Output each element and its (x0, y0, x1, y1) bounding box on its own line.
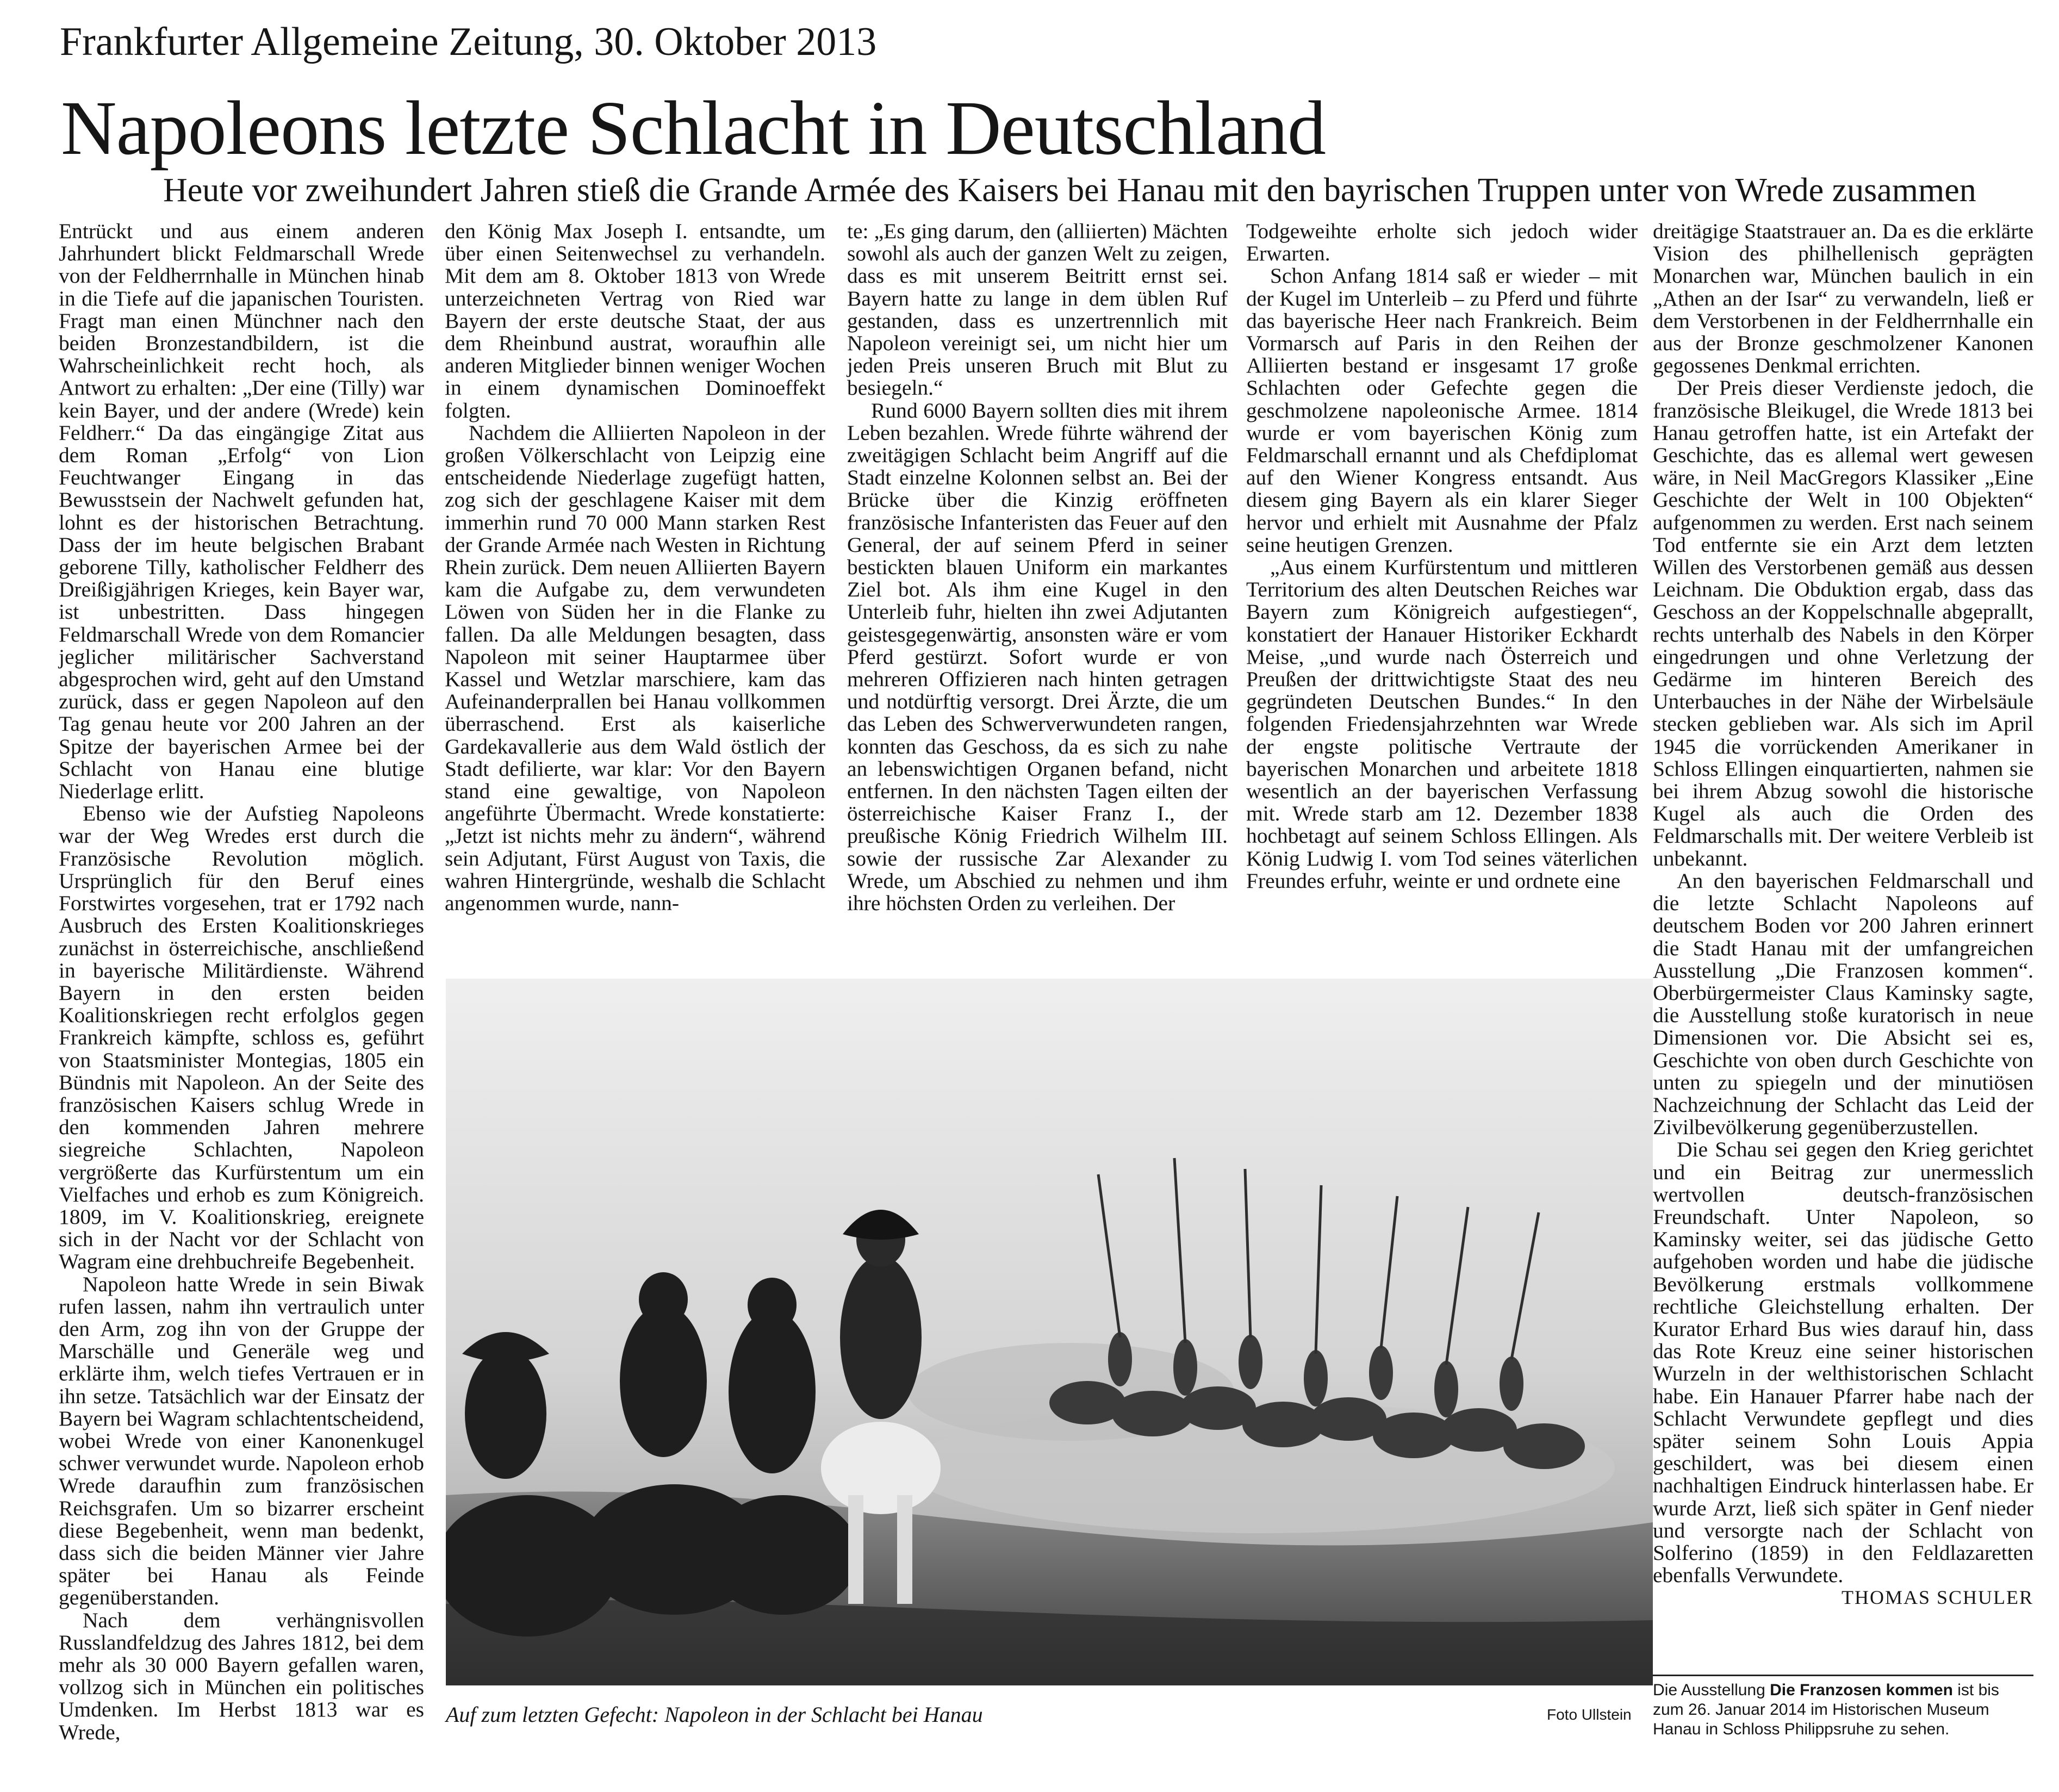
info-suffix: ist bis zum 26. Januar 2014 im Historischen Museum Hanau in Schloss Philippsruhe zu sehen. (1653, 1681, 1999, 1738)
article-column-1 (59, 220, 424, 1786)
paragraph: te: „Es ging darum, den (alliierten) Mächten sowohl als auch der ganzen Welt zu zeigen, dass es mit unserem Beitritt ernst sei. Bayern hatte zu lange in dem üblen Ruf gestanden, dass es unzertrennlich mit Napoleon vereinigt sei, um nicht hier um jeden Preis unseren Bruch mit Blut zu besiegeln.“ (847, 219, 1228, 400)
article-column-3 (847, 220, 1228, 970)
article-column-2 (445, 220, 825, 970)
battle-painting-image (446, 979, 1653, 1685)
exhibition-title: Die Franzosen kommen (1770, 1681, 1953, 1699)
paragraph: An den bayerischen Feldmarschall und die letzte Schlacht Napoleons auf deutschem Boden vor 200 Jahren erinnert die Stadt Hanau mit der umfangreichen Ausstellung „Die Franzosen kommen“. Oberbürgermeister Claus Kaminsky sagte, die Ausstellung stoße kuratorisch in neue Dimensionen vor. Die Absicht sei es, Geschichte von oben durch Geschichte von unten zu spiegeln und der minutiösen Nachzeichnung der Schlacht das Leid der Zivilbevölkerung gegenüberzustellen. (1653, 868, 2033, 1140)
exhibition-info-box (1653, 1675, 2033, 1739)
newspaper-source: Frankfurter Allgemeine Zeitung, 30. Oktober 2013 (60, 20, 877, 64)
paragraph: Der Preis dieser Verdienste jedoch, die französische Bleikugel, die Wrede 1813 bei Hanau getroffen hatte, ist ein Artefakt der Geschichte, das es allemal wert gewesen wäre, in Neil MacGregors Klassiker „Eine Geschichte der Welt in 100 Objekten“ aufgenommen zu werden. Erst nach seinem Tod entfernte sie ein Arzt dem letzten Willen des Verstorbenen gemäß aus dessen Leichnam. Die Obduktion ergab, dass das Geschoss an der Koppelschnalle abgeprallt, rechts unterhalb des Nabels in den Körper eingedrungen und ohne Verletzung der Gedärme im hinteren Bereich des Unterbauches in der Nähe der Wirbelsäule stecken geblieben war. Als sich im April 1945 die vorrückenden Amerikaner in Schloss Ellingen einquartierten, nahmen sie bei ihrem Abzug sowohl die historische Kugel als auch die Orden des Feldmarschalls mit. Der weitere Verbleib ist unbekannt. (1653, 376, 2033, 870)
article-column-5 (1653, 220, 2033, 1656)
author-byline: THOMAS SCHULER (1841, 1586, 2033, 1609)
paragraph: dreitägige Staatstrauer an. Da es die erklärte Vision des philhellenisch geprägten Monarchen war, München baulich in ein „Athen an der Isar“ zu verwandeln, ließ er dem Verstorbenen in der Feldherrnhalle ein aus der Bronze geschmolzener Kanonen gegossenes Denkmal errichten. (1653, 219, 2033, 378)
paragraph: Schon Anfang 1814 saß er wieder – mit der Kugel im Unterleib – zu Pferd und führte das bayerische Heer nach Frankreich. Beim Vormarsch auf Paris in den Reihen der Alliierten bestand er insgesamt 17 große Schlachten oder Gefechte gegen die geschmolzene napoleonische Armee. 1814 wurde er vom bayerischen König zum Feldmarschall ernannt und als Chefdiplomat auf den Wiener Kongress entsandt. Aus diesem ging Bayern als ein klarer Sieger hervor und erhielt mit Ausnahme der Pfalz seine heutigen Grenzen. (1246, 264, 1638, 557)
paragraph: Ebenso wie der Aufstieg Napoleons war der Weg Wredes erst durch die Französische Revolution möglich. Ursprünglich für den Beruf eines Forstwirtes vorgesehen, trat er 1792 nach Ausbruch des Ersten Koalitionskrieges zunächst in österreichische, anschließend in bayerische Militärdienste. Während Bayern in den ersten beiden Koalitionskriegen recht erfolglos gegen Frankreich kämpfte, schloss es, geführt von Staatsminister Montegias, 1805 ein Bündnis mit Napoleon. An der Seite des französischen Kaisers schlug Wrede in den kommenden Jahren mehrere siegreiche Schlachten, Napoleon vergrößerte das Kurfürstentum um ein Vielfaches und erhob es zum Königreich. 1809, im V. Koalitionskrieg, ereignete sich in der Nacht vor der Schlacht von Wagram eine drehbuchreife Begebenheit. (59, 801, 424, 1274)
paragraph: Napoleon hatte Wrede in sein Biwak rufen lassen, nahm ihn vertraulich unter den Arm, zog ihn von der Gruppe der Marschälle und Generäle weg und erklärte ihm, welch tiefes Vertrauen er in ihn setze. Tatsächlich war der Einsatz der Bayern bei Wagram schlachtentscheidend, wobei Wrede von einer Kanonenkugel schwer verwundet wurde. Napoleon erhob Wrede daraufhin zum französischen Reichsgrafen. Um so bizarrer erscheint diese Begebenheit, wenn man bedenkt, dass sich die beiden Männer vier Jahre später bei Hanau als Feinde gegenüberstanden. (59, 1272, 424, 1610)
paragraph: Nachdem die Alliierten Napoleon in der großen Völkerschlacht von Leipzig eine entscheidende Niederlage zugefügt hatten, zog sich der geschlagene Kaiser mit dem immerhin rund 70 000 Mann starken Rest der Grande Armée nach Westen in Richtung Rhein zurück. Dem neuen Alliierten Bayern kam die Aufgabe zu, dem verwundeten Löwen von Süden her in die Flanke zu fallen. Da alle Meldungen besagten, dass Napoleon mit seiner Hauptarmee über Kassel und Wetzlar marschiere, kam das Aufeinanderprallen bei Hanau vollkommen überraschend. Erst als kaiserliche Gardekavallerie aus dem Wald östlich der Stadt defilierte, war klar: Vor den Bayern stand eine gewaltige, von Napoleon angeführte Übermacht. Wrede konstatierte: „Jetzt ist nichts mehr zu ändern“, während sein Adjutant, Fürst August von Taxis, die wahren Hintergründe, weshalb die Schlacht angenommen wurde, nann- (445, 420, 825, 916)
paragraph: Die Schau sei gegen den Krieg gerichtet und ein Beitrag zur unermesslich wertvollen deutsch-französischen Freundschaft. Unter Napoleon, so Kaminsky weiter, sei das jüdische Getto aufgehoben worden und habe die jüdische Bevölkerung erstmals vollkommene rechtliche Gleichstellung erhalten. Der Kurator Erhard Bus wies darauf hin, dass das Rote Kreuz eine seiner historischen Wurzeln in der welthistorischen Schlacht habe. Ein Hanauer Pfarrer habe nach der Schlacht Verwundete gepflegt und dies später seinem Sohn Louis Appia geschildert, was bei diesem einen nachhaltigen Eindruck hinterlassen habe. Er wurde Arzt, ließ sich später in Genf nieder und versorgte nach der Schlacht von Solferino (1859) in den Feldlazaretten ebenfalls Verwundete. (1653, 1137, 2033, 1588)
image-caption: Auf zum letzten Gefecht: Napoleon in der Schlacht bei Hanau (446, 1702, 983, 1727)
article-column-4 (1246, 220, 1638, 970)
subheadline: Heute vor zweihundert Jahren stieß die Grande Armée des Kaisers bei Hanau mit den bayrischen Truppen unter von Wrede zusammen (163, 172, 1976, 209)
paragraph: Rund 6000 Bayern sollten dies mit ihrem Leben bezahlen. Wrede führte während der zweitägigen Schlacht beim Angriff auf die Stadt einzelne Kolonnen selbst an. Bei der Brücke über die Kinzig eröffneten französische Infanteristen das Feuer auf den General, der auf seinem Pferd in seiner bestickten blauen Uniform ein markantes Ziel bot. Als ihm eine Kugel in den Unterleib fuhr, hielten ihn zwei Adjutanten geistesgegenwärtig, ansonsten wäre er vom Pferd gestürzt. Sofort wurde er von mehreren Offizieren nach hinten getragen und notdürftig versorgt. Drei Ärzte, die um das Leben des Schwerverwundeten rangen, konnten das Geschoss, da es sich zu nahe an lebenswichtigen Organen befand, nicht entfernen. In den nächsten Tagen eilten der österreichische Kaiser Franz I., der preußische König Friedrich Wilhelm III. sowie der russische Zar Alexander zu Wrede, um Abschied zu nehmen und ihm ihre höchsten Orden zu verleihen. Der (847, 398, 1228, 916)
paragraph: den König Max Joseph I. entsandte, um über einen Seitenwechsel zu verhandeln. Mit dem am 8. Oktober 1813 von Wrede unterzeichneten Vertrag von Ried war Bayern der erste deutsche Staat, der aus dem Rheinbund austrat, woraufhin alle anderen Mitglieder binnen weniger Wochen in einem dynamischen Dominoeffekt folgten. (445, 219, 825, 422)
info-prefix: Die Ausstellung (1653, 1681, 1765, 1699)
paragraph: „Aus einem Kurfürstentum und mittleren Territorium des alten Deutschen Reiches war Bayern zum Königreich aufgestiegen“, konstatiert der Hanauer Historiker Eckhardt Meise, „und wurde nach Österreich und Preußen der drittwichtigste Staat des neu gegründeten Deutschen Bundes.“ In den folgenden Friedensjahrzehnten war Wrede der engste politische Vertraute der bayerischen Monarchen und arbeitete 1818 wesentlich an der bayerischen Verfassung mit. Wrede starb am 12. Dezember 1838 hochbetagt auf seinem Schloss Ellingen. Als König Ludwig I. vom Tod seines väterlichen Freundes erfuhr, weinte er und ordnete eine (1246, 555, 1638, 893)
paragraph: Entrückt und aus einem anderen Jahrhundert blickt Feldmarschall Wrede von der Feldherrnhalle in München hinab in die Tiefe auf die japanischen Touristen. Fragt man einen Münchner nach den beiden Bronzestandbildern, ist die Wahrscheinlichkeit recht hoch, als Antwort zu erhalten: „Der eine (Tilly) war kein Bayer, und der andere (Wrede) kein Feldherr.“ Da das eingängige Zitat aus dem Roman „Erfolg“ von Lion Feuchtwanger Eingang in das Bewusstsein der Nachwelt gefunden hat, lohnt es der historischen Betrachtung. Dass der im heute belgischen Brabant geborene Tilly, katholischer Feldherr des Dreißigjährigen Krieges, kein Bayer war, ist unbestritten. Dass hingegen Feldmarschall Wrede von dem Romancier jeglicher militärischer Sachverstand abgesprochen wird, geht auf den Umstand zurück, dass er gegen Napoleon auf den Tag genau heute vor 200 Jahren an der Spitze der bayerischen Armee bei der Schlacht von Hanau eine blutige Niederlage erlitt. (59, 219, 424, 804)
headline: Napoleons letzte Schlacht in Deutschland (61, 85, 1326, 171)
paragraph: Nach dem verhängnisvollen Russlandfeldzug des Jahres 1812, bei dem mehr als 30 000 Bayern gefallen waren, vollzog sich in München ein politisches Umdenken. Im Herbst 1813 war es Wrede, (59, 1608, 424, 1744)
photo-credit: Foto Ullstein (1547, 1706, 1632, 1723)
paragraph: Todgeweihte erholte sich jedoch wider Erwarten. (1246, 219, 1638, 266)
